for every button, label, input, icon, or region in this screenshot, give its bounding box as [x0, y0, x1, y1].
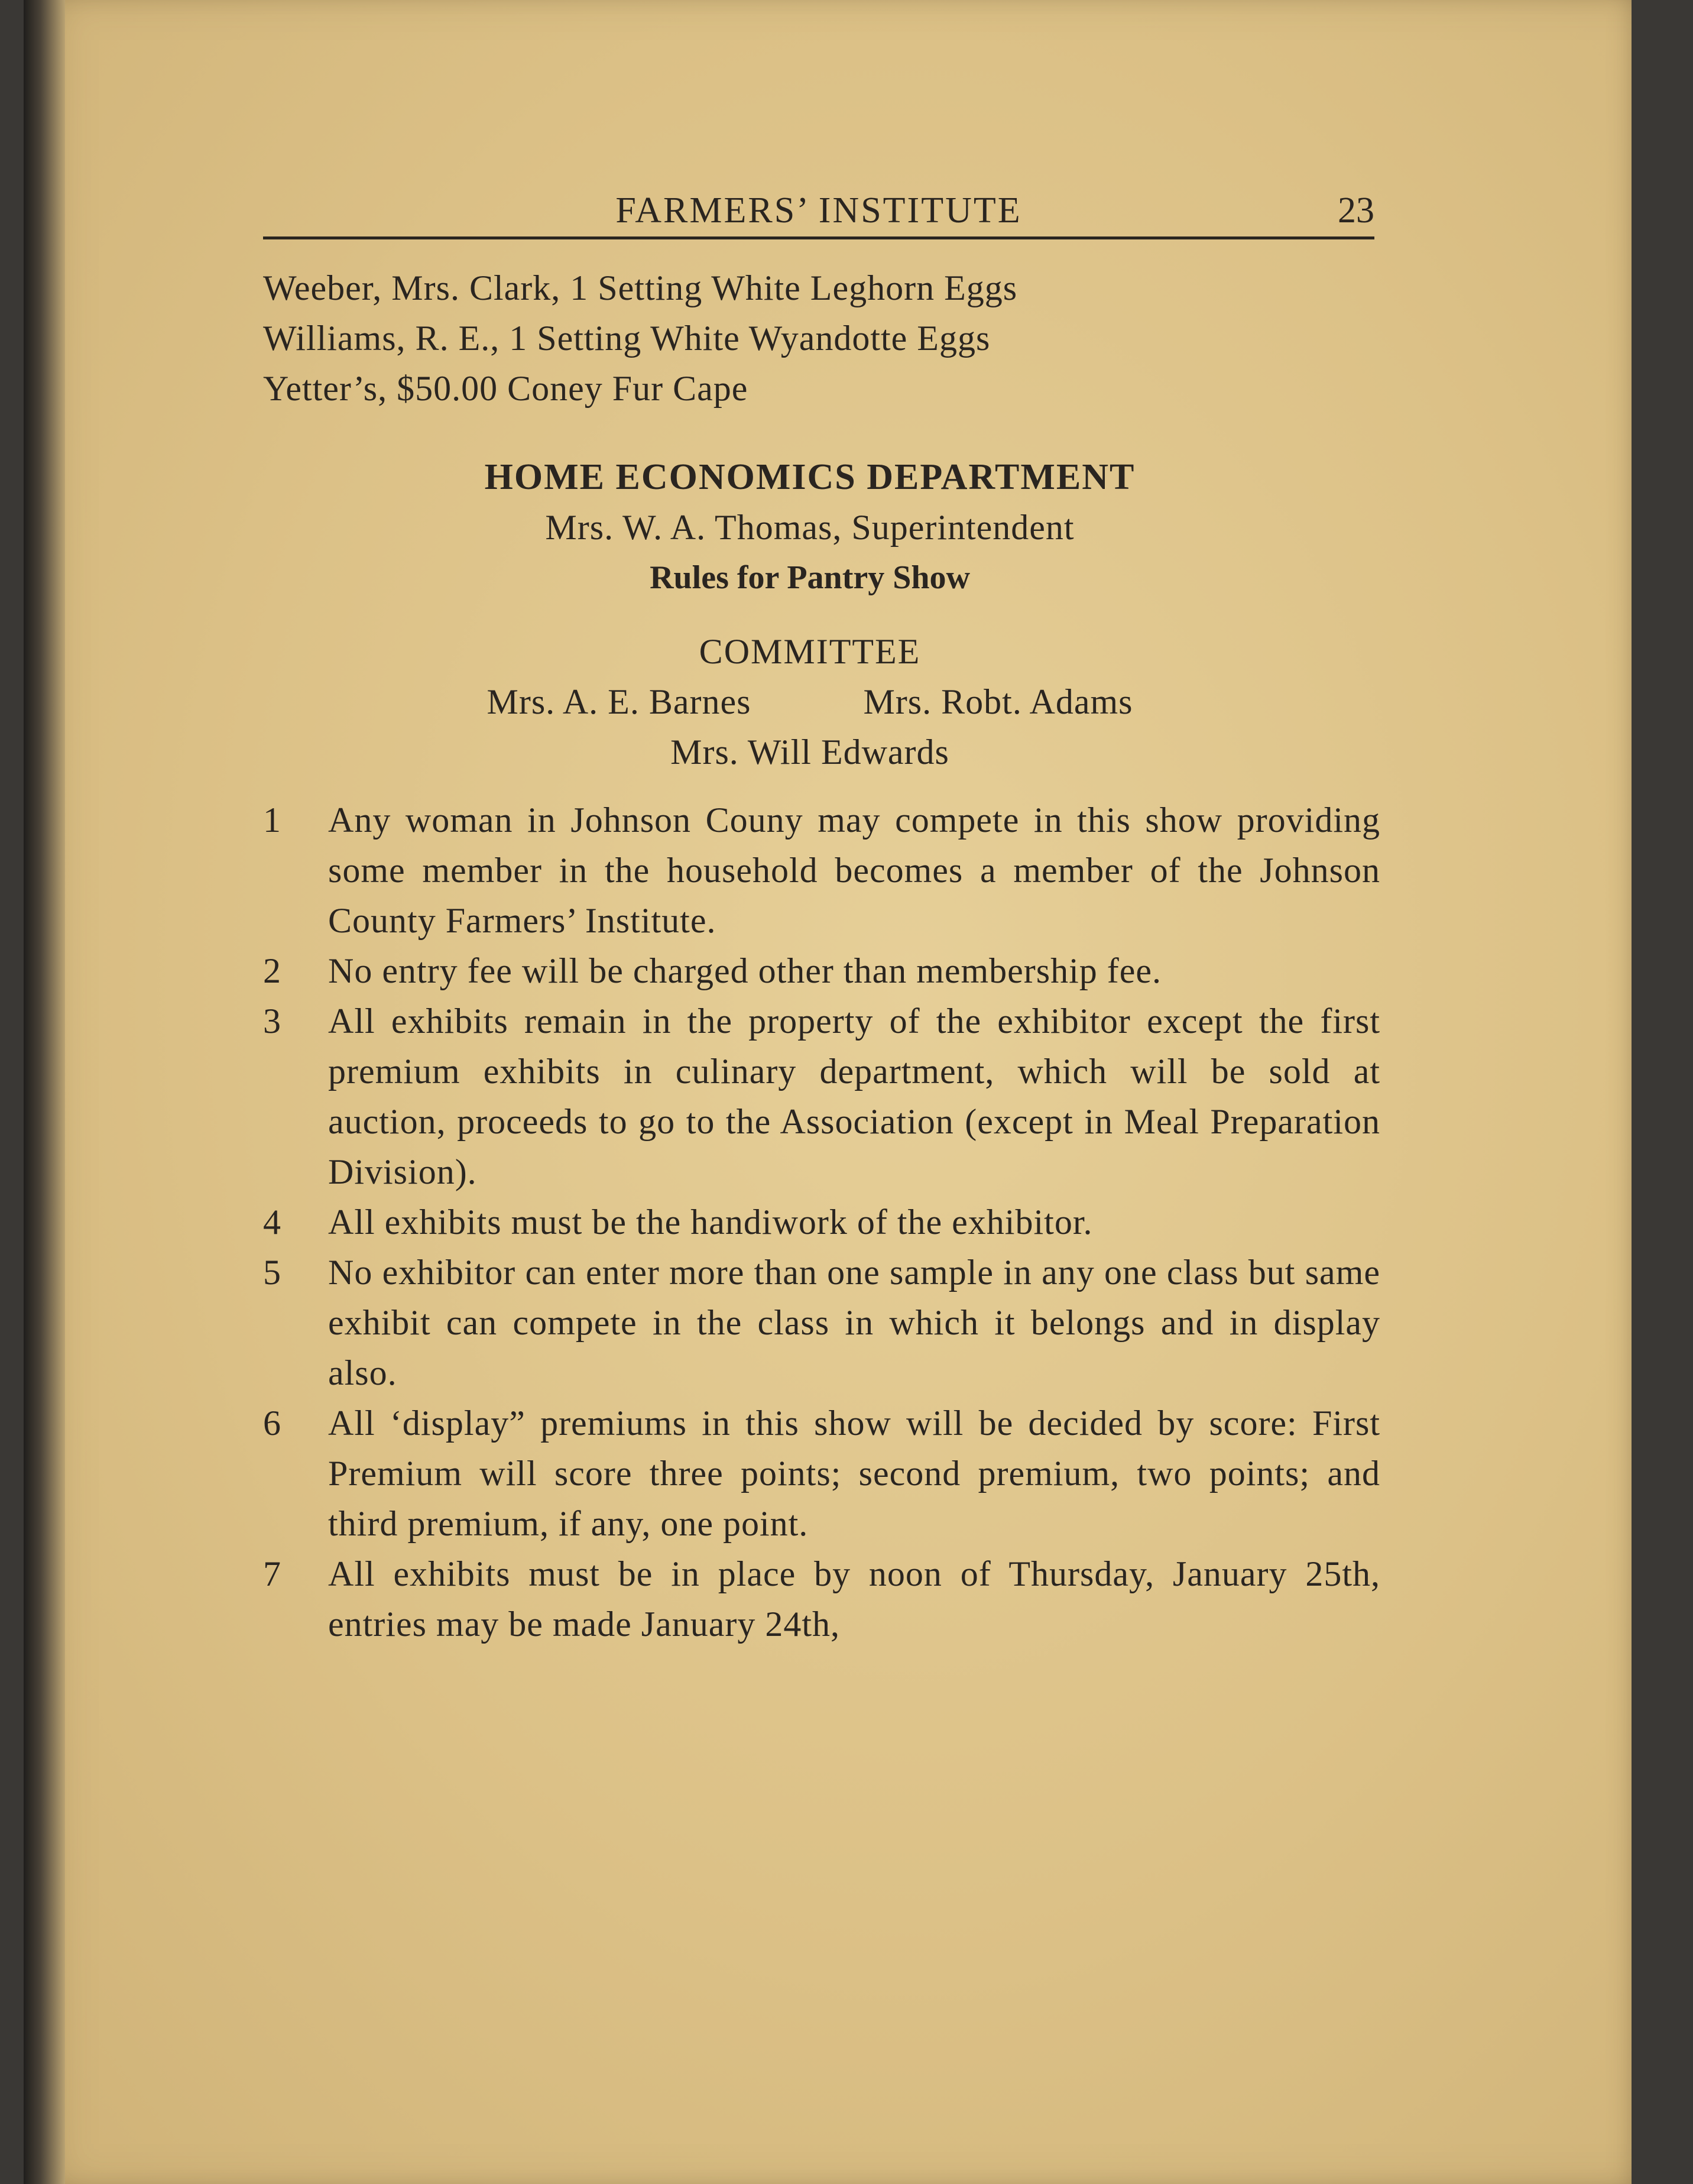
rule-number: 1 [263, 801, 281, 840]
rules-subtitle: Rules for Pantry Show [650, 559, 970, 596]
page-content [239, 189, 1380, 1650]
page-number: 23 [1338, 190, 1374, 231]
committee-member: Mrs. Robt. Adams [863, 682, 1133, 721]
rule-text: All exhibits must be the handiwork of the exhibitor. [328, 1203, 1093, 1242]
committee-heading: COMMITTEE [699, 632, 921, 671]
page-header [263, 189, 1374, 239]
rule-item [263, 1549, 1380, 1650]
book-page [24, 0, 1632, 2184]
rule-number: 2 [263, 951, 281, 990]
rule-item [263, 996, 1380, 1197]
rule-item [263, 1197, 1380, 1247]
winner-line: Williams, R. E., 1 Setting White Wyandotte Eggs [263, 319, 991, 358]
rule-text: Any woman in Johnson Couny may compete in this show providing some member in the household becomes a member of the Johnson County Farmers’ Institute. [328, 801, 1380, 940]
committee-row-2 [239, 727, 1380, 777]
department-title: HOME ECONOMICS DEPARTMENT [484, 457, 1136, 497]
rule-number: 5 [263, 1253, 281, 1292]
rule-text: No exhibitor can enter more than one sample in any one class but same exhibit can compete in the class in which it belongs and in display also. [328, 1253, 1380, 1392]
winner-line: Weeber, Mrs. Clark, 1 Setting White Leghorn Eggs [263, 268, 1018, 307]
rule-item [263, 1247, 1380, 1398]
committee-member: Mrs. Will Edwards [670, 733, 949, 772]
rule-item [263, 946, 1380, 996]
running-head: FARMERS’ INSTITUTE [615, 190, 1022, 231]
rule-text: All exhibits must be in place by noon of Thursday, January 25th, entries may be made January 24th, [328, 1554, 1380, 1644]
rule-number: 4 [263, 1203, 281, 1242]
winner-line: Yetter’s, $50.00 Coney Fur Cape [263, 369, 748, 408]
rule-item [263, 795, 1380, 946]
rule-number: 3 [263, 1002, 281, 1041]
rule-text: No entry fee will be charged other than membership fee. [328, 951, 1162, 990]
rule-number: 7 [263, 1554, 281, 1593]
rule-item [263, 1398, 1380, 1549]
committee-row-1 [239, 677, 1380, 727]
page-gutter [24, 0, 65, 2184]
rule-text: All exhibits remain in the property of the exhibitor except the first premium exhibits in culinary department, which will be sold at auction, proceeds to go to the Association (except in Meal Preparation Division). [328, 1002, 1380, 1191]
committee-member: Mrs. A. E. Barnes [487, 682, 751, 721]
rule-text: All ‘display” premiums in this show will be decided by score: First Premium will score three points; second premium, two points; and third premium, if any, one point. [328, 1404, 1380, 1543]
superintendent-line: Mrs. W. A. Thomas, Superintendent [545, 508, 1075, 547]
rule-number: 6 [263, 1404, 281, 1443]
rules-list [263, 795, 1380, 1650]
winners-list [263, 263, 1380, 414]
